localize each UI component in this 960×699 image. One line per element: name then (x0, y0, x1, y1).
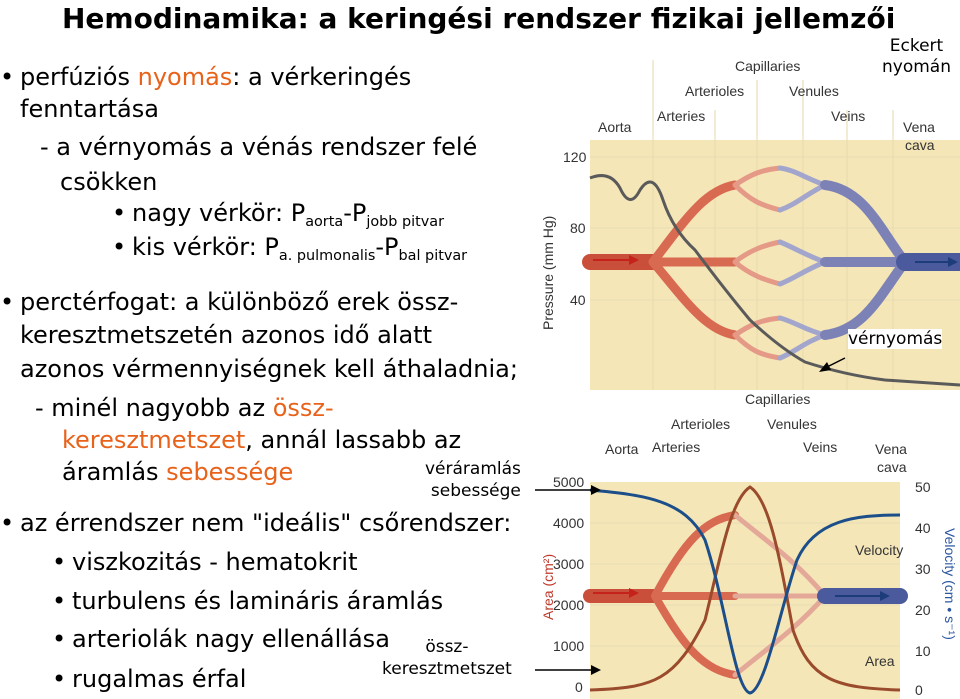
label-cava: cava (905, 137, 935, 153)
tick-40: 40 (570, 292, 586, 308)
highlight-keresztmetszet: keresztmetszet (62, 426, 246, 454)
bullet-text: kis vérkör: P (132, 233, 279, 261)
subscript-right-atrium: jobb pitvar (366, 214, 445, 230)
label-veins-bottom: Veins (803, 439, 838, 455)
bullet-perfusion (20, 62, 411, 92)
label-arteries: Arteries (657, 108, 706, 124)
annotation-veraramlas-line2: sebessége (430, 481, 521, 501)
bullet-text: : a vérkeringés (232, 63, 412, 91)
bullet-cardiac-output-line3: azonos vérmennyiségnek kell áthaladnia; (20, 355, 518, 383)
axis-label-velocity: Velocity (cm • s⁻¹) (942, 528, 958, 640)
bullet-text: -P (343, 199, 367, 227)
tick-120: 120 (563, 149, 587, 165)
bullet-text: -P (375, 233, 399, 261)
tick-2000: 2000 (553, 597, 585, 613)
highlight-nyomas: nyomás (137, 63, 233, 91)
label-velocity: Velocity (855, 542, 904, 558)
bullet-text: , annál lassabb az (245, 426, 462, 454)
list-item: • arteriolák nagy ellenállása (72, 624, 390, 654)
tick-40-right: 40 (915, 520, 931, 536)
bullet-text: nagy vérkör: P (132, 199, 306, 227)
page-title: Hemodinamika: a keringési rendszer fizikai jellemzői (62, 2, 896, 35)
tick-30: 30 (915, 561, 931, 577)
annotation-ossz (382, 636, 512, 680)
annotation-veraramlas-line1: véráramlás (425, 459, 521, 479)
highlight-ossz: össz- (272, 394, 334, 422)
bullet-cardiac-output: • perctérfogat: a különböző erek össz- (20, 287, 458, 317)
bullet-text: - minél nagyobb az (35, 394, 273, 422)
list-item: • rugalmas érfal (72, 664, 246, 694)
tick-80: 80 (570, 220, 586, 236)
sub-bullet-pressure-drop-line2: csökken (60, 168, 158, 196)
sub-bullet-cross-section-line3 (62, 457, 293, 487)
hemodynamics-figure (535, 0, 960, 699)
label-venules-bottom: Venules (767, 416, 817, 432)
label-capillaries-bottom: Capillaries (745, 391, 811, 407)
subscript-aorta: aorta (305, 214, 344, 230)
bullet-text: áramlás (62, 458, 167, 486)
axis-label-area: Area (cm²) (540, 553, 556, 620)
source-note (882, 36, 951, 78)
label-arterioles: Arterioles (685, 83, 745, 99)
tick-4000: 4000 (553, 515, 585, 531)
label-capillaries: Capillaries (735, 58, 801, 74)
label-arterioles-bottom: Arterioles (671, 416, 731, 432)
annotation-vernyomas: vérnyomás (848, 329, 943, 349)
tick-1000: 1000 (553, 638, 585, 654)
label-arteries-bottom: Arteries (652, 439, 701, 455)
source-note-line2: nyomán (882, 57, 951, 77)
label-vena-bottom: Vena (875, 441, 907, 457)
highlight-sebessege: sebessége (166, 458, 294, 486)
sub-bullet-cross-section-line2 (62, 425, 461, 455)
tick-10: 10 (915, 643, 931, 659)
bullet-perfusion-line2: fenntartása (20, 95, 159, 123)
tick-3000: 3000 (553, 556, 585, 572)
annotation-veraramlas (425, 458, 521, 502)
source-note-line1: Eckert (889, 36, 944, 56)
label-veins: Veins (831, 108, 866, 124)
label-aorta: Aorta (598, 119, 632, 135)
axis-label-pressure: Pressure (mm Hg) (540, 215, 556, 330)
label-vena: Vena (903, 119, 935, 135)
label-cava-bottom: cava (877, 459, 907, 475)
tick-20: 20 (915, 602, 931, 618)
label-venules: Venules (789, 83, 839, 99)
subscript-pulmonary: a. pulmonalis (278, 248, 376, 264)
tick-50: 50 (915, 479, 931, 495)
bullet-text: perfúziós (20, 63, 138, 91)
bullet-cardiac-output-line2: keresztmetszetén azonos idő alatt (20, 321, 432, 349)
bullet-non-ideal: • az érrendszer nem "ideális" csőrendszer: (20, 508, 511, 538)
list-item: • turbulens és lamináris áramlás (72, 586, 443, 616)
subscript-left-atrium: bal pitvar (398, 248, 468, 264)
label-aorta-bottom: Aorta (605, 441, 639, 457)
annotation-ossz-line2: keresztmetszet (382, 659, 512, 679)
area-velocity-panel (540, 391, 958, 699)
tick-0-left: 0 (575, 679, 583, 695)
sub-bullet-pulmonary (132, 232, 467, 271)
sub-bullet-cross-section (35, 393, 334, 423)
annotation-ossz-line1: össz- (425, 637, 469, 657)
label-area: Area (865, 653, 895, 669)
list-item: • viszkozitás - hematokrit (72, 547, 358, 577)
tick-0-right: 0 (915, 682, 923, 698)
sub-bullet-pressure-drop: - a vérnyomás a vénás rendszer felé (40, 133, 478, 161)
tick-5000: 5000 (553, 474, 585, 490)
